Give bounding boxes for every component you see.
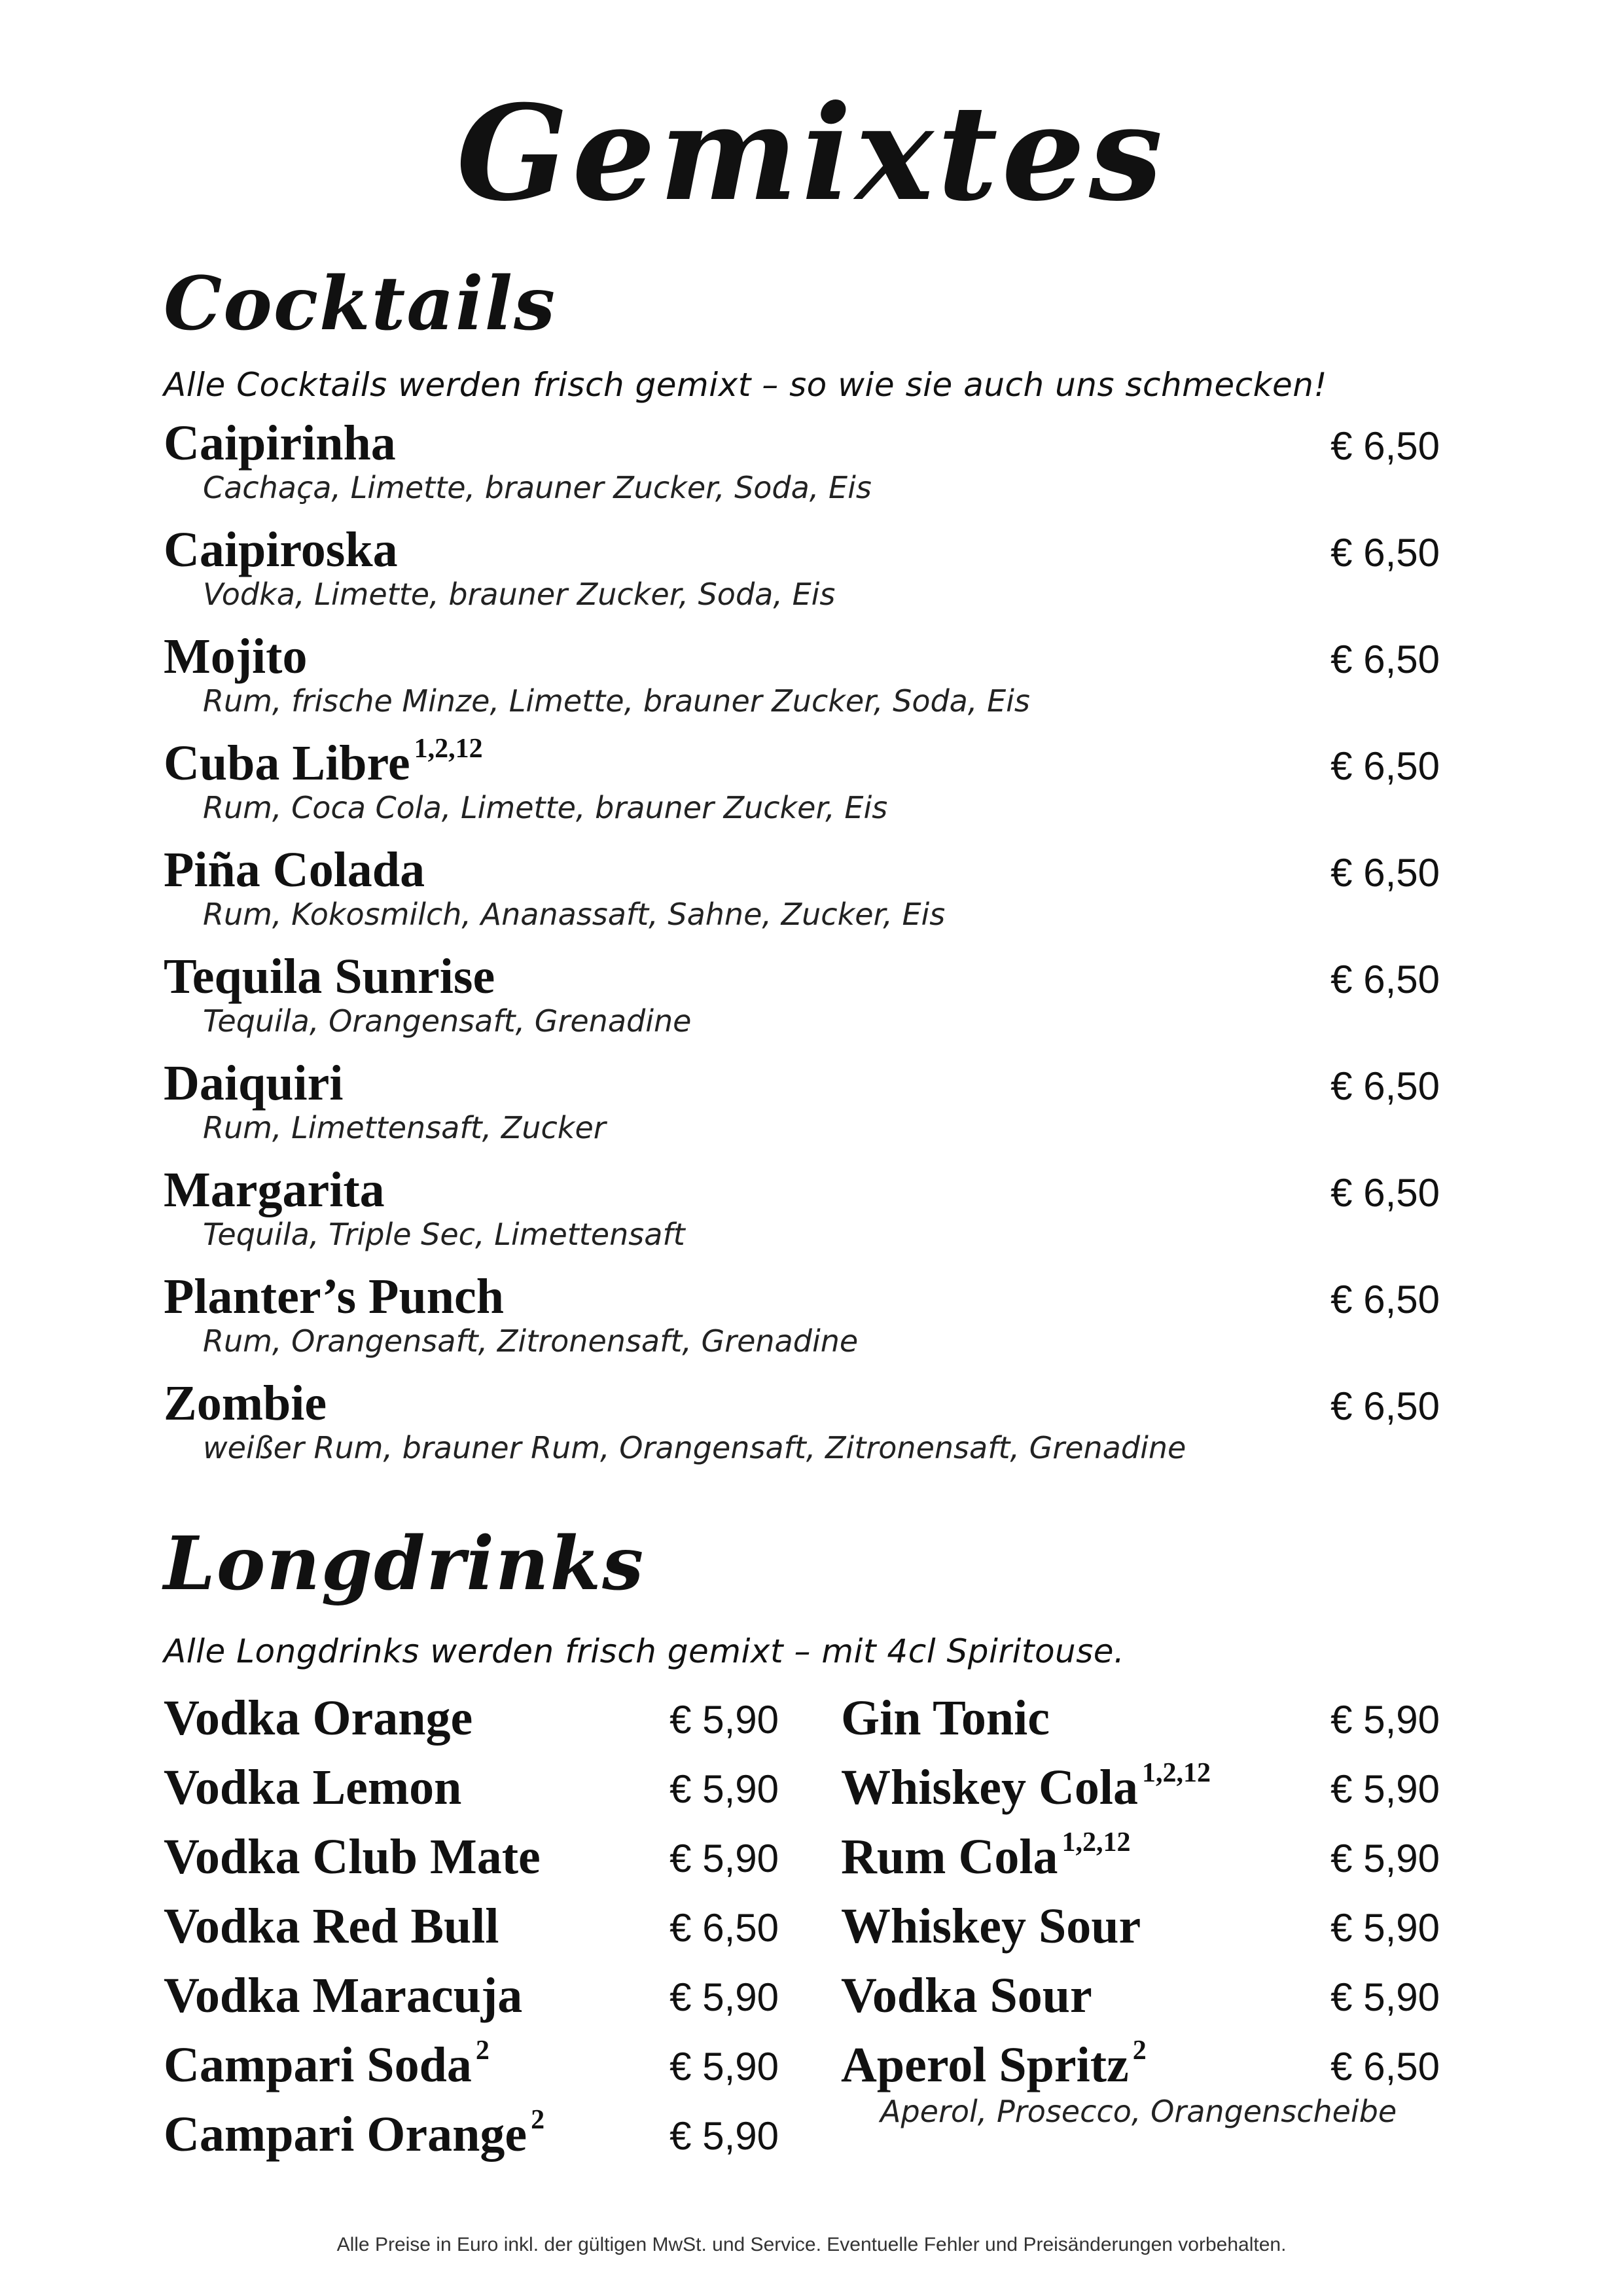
drink-price: € 6,50 <box>1330 424 1440 468</box>
allergen-note: 1,2,12 <box>414 734 483 764</box>
list-item <box>164 840 1440 947</box>
list-item <box>164 1267 1440 1374</box>
list-item <box>164 2036 779 2105</box>
list-item <box>164 1827 779 1897</box>
longdrinks-left-column <box>164 1689 779 2174</box>
list-item <box>164 1897 779 1966</box>
allergen-note: 2 <box>1132 2036 1147 2066</box>
drink-price: € 6,50 <box>1330 2045 1440 2089</box>
list-item <box>841 1689 1440 1758</box>
drink-name: Gin Tonic <box>841 1691 1050 1746</box>
drink-name: Rum Cola $^{1,2,12}$ <box>841 1827 1131 1884</box>
drink-price: € 5,90 <box>669 1975 779 2019</box>
drink-name: Mojito <box>164 629 308 684</box>
drink-name: Zombie <box>164 1376 327 1431</box>
drink-price: € 6,50 <box>1330 1171 1440 1215</box>
drink-description: Rum, Kokosmilch, Ananassaft, Sahne, Zucker, Eis <box>203 897 946 932</box>
drink-price: € 5,90 <box>669 1837 779 1880</box>
drink-price: € 5,90 <box>1330 1906 1440 1950</box>
list-item <box>841 1827 1440 1897</box>
drink-name: Vodka Red Bull <box>164 1899 499 1954</box>
longdrinks-heading: Longdrinks <box>164 1521 645 1607</box>
allergen-note: 1,2,12 <box>1061 1827 1131 1857</box>
drink-description: Rum, Coca Cola, Limette, brauner Zucker, Eis <box>203 790 888 825</box>
list-item <box>164 734 1440 840</box>
drink-price: € 5,90 <box>669 2114 779 2158</box>
drink-name: Piña Colada <box>164 842 425 897</box>
cocktails-subtitle: Alle Cocktails werden frisch gemixt – so wie sie auch uns schmecken! <box>164 366 1328 404</box>
drink-price: € 6,50 <box>1330 744 1440 788</box>
list-item <box>164 1160 1440 1267</box>
longdrinks-subtitle: Alle Longdrinks werden frisch gemixt – mit 4cl Spiritouse. <box>164 1632 1125 1670</box>
drink-price: € 5,90 <box>1330 1837 1440 1880</box>
drink-price: € 5,90 <box>669 1767 779 1811</box>
drink-description: weißer Rum, brauner Rum, Orangensaft, Zitronensaft, Grenadine <box>203 1430 1186 1465</box>
drink-price: € 6,50 <box>1330 637 1440 681</box>
cocktail-list <box>164 414 1440 1480</box>
drink-name: Cuba Libre $^{1,2,12}$ <box>164 734 483 791</box>
list-item <box>164 627 1440 734</box>
allergen-note: 2 <box>531 2105 545 2135</box>
list-item <box>164 947 1440 1054</box>
drink-name: Whiskey Sour <box>841 1899 1141 1954</box>
list-item <box>164 1758 779 1827</box>
list-item <box>841 2036 1440 2129</box>
drink-price: € 5,90 <box>669 2045 779 2089</box>
list-item <box>164 1054 1440 1160</box>
drink-name: Caipiroska <box>164 522 398 577</box>
allergen-note: 2 <box>475 2036 490 2066</box>
list-item <box>164 520 1440 627</box>
drink-price: € 5,90 <box>1330 1767 1440 1811</box>
list-item <box>841 1966 1440 2036</box>
drink-description: Rum, Orangensaft, Zitronensaft, Grenadine <box>203 1323 859 1359</box>
drink-name: Whiskey Cola $^{1,2,12}$ <box>841 1758 1211 1815</box>
list-item <box>164 1689 779 1758</box>
drink-name: Campari Soda $^2$ <box>164 2036 490 2092</box>
drink-description: Aperol, Prosecco, Orangenscheibe <box>880 2094 1397 2129</box>
drink-name: Campari Orange $^2$ <box>164 2105 545 2162</box>
list-item <box>164 1966 779 2036</box>
drink-price: € 5,90 <box>1330 1975 1440 2019</box>
page-title: Gemixtes <box>456 77 1167 230</box>
drink-price: € 6,50 <box>1330 958 1440 1001</box>
drink-name: Vodka Club Mate <box>164 1829 541 1884</box>
drink-price: € 6,50 <box>669 1906 779 1950</box>
drink-name: Planter’s Punch <box>164 1269 504 1324</box>
drink-description: Tequila, Orangensaft, Grenadine <box>203 1003 692 1039</box>
footer-note: Alle Preise in Euro inkl. der gültigen MwSt. und Service. Eventuelle Fehler und Preisänderungen vorbehalten. <box>336 2234 1287 2255</box>
drink-name: Margarita <box>164 1162 385 1217</box>
cocktails-heading: Cocktails <box>164 261 557 347</box>
drink-price: € 5,90 <box>669 1698 779 1742</box>
list-item <box>164 414 1440 520</box>
list-item <box>164 1374 1440 1480</box>
drink-name: Aperol Spritz $^2$ <box>841 2036 1147 2092</box>
drink-description: Cachaça, Limette, brauner Zucker, Soda, Eis <box>203 470 872 505</box>
drink-name: Tequila Sunrise <box>164 949 495 1004</box>
drink-price: € 6,50 <box>1330 851 1440 895</box>
drink-description: Tequila, Triple Sec, Limettensaft <box>203 1217 685 1252</box>
list-item <box>841 1758 1440 1827</box>
drink-price: € 6,50 <box>1330 1384 1440 1428</box>
drink-name: Vodka Lemon <box>164 1760 462 1815</box>
drink-name: Vodka Sour <box>841 1968 1092 2023</box>
drink-description: Rum, frische Minze, Limette, brauner Zucker, Soda, Eis <box>203 683 1030 719</box>
list-item <box>164 2105 779 2174</box>
drink-name: Caipirinha <box>164 416 396 471</box>
drink-description: Rum, Limettensaft, Zucker <box>203 1110 606 1145</box>
drink-price: € 6,50 <box>1330 531 1440 575</box>
drink-name: Daiquiri <box>164 1056 344 1111</box>
drink-price: € 6,50 <box>1330 1278 1440 1321</box>
list-item <box>841 1897 1440 1966</box>
drink-price: € 6,50 <box>1330 1064 1440 1108</box>
drink-name: Vodka Orange <box>164 1691 473 1746</box>
drink-description: Vodka, Limette, brauner Zucker, Soda, Eis <box>203 577 836 612</box>
allergen-note: 1,2,12 <box>1141 1758 1211 1788</box>
drink-price: € 5,90 <box>1330 1698 1440 1742</box>
drink-name: Vodka Maracuja <box>164 1968 523 2023</box>
longdrinks-right-column <box>841 1689 1440 2129</box>
